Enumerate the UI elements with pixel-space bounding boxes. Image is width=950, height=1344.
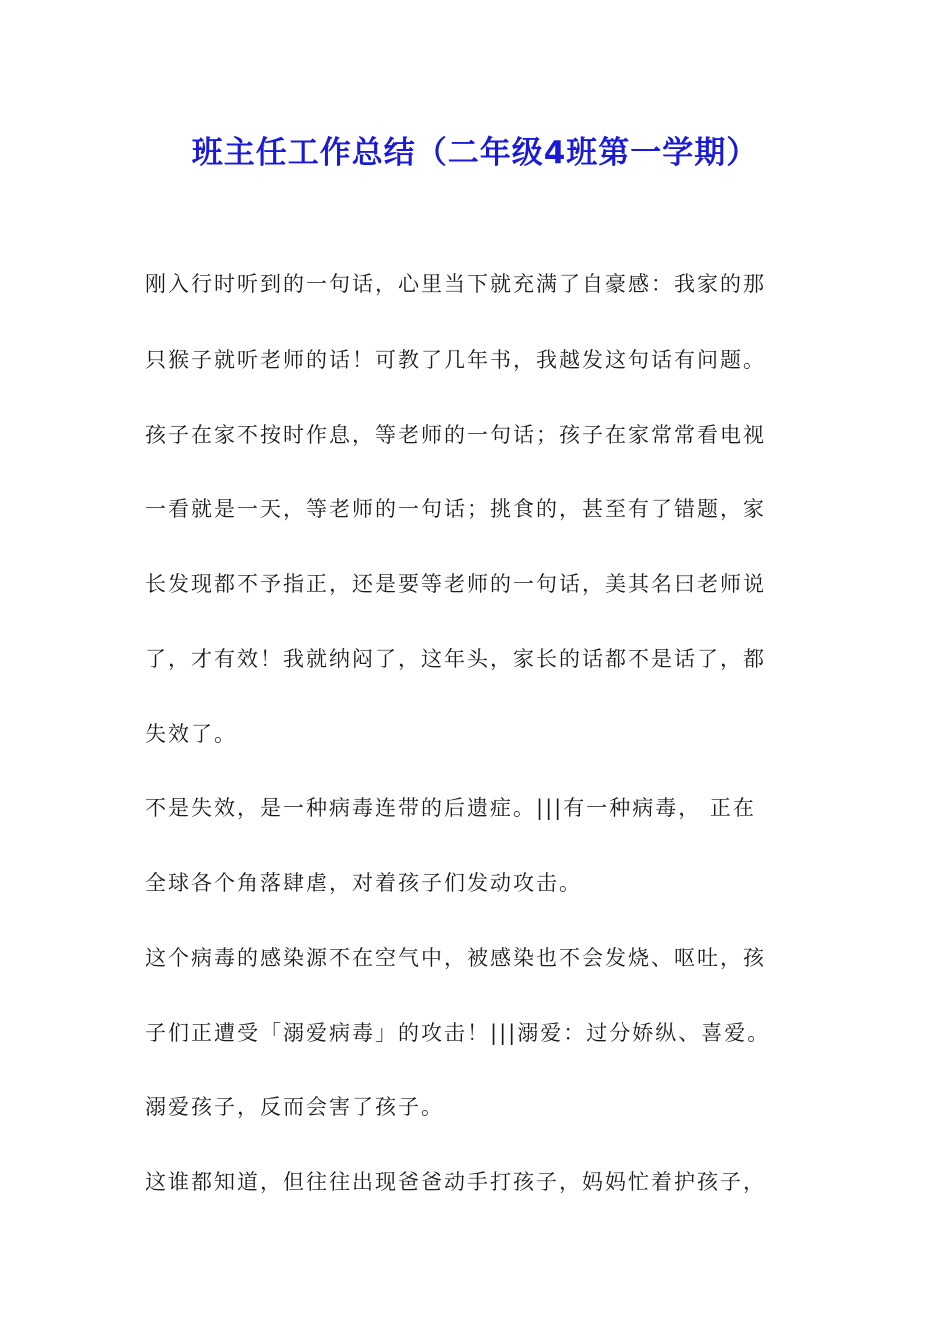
body-line: 全球各个角落肆虐，对着孩子们发动攻击。	[145, 871, 582, 895]
body-line: 只猴子就听老师的话！可教了几年书，我越发这句话有问题。	[145, 348, 766, 372]
body-line: 一看就是一天，等老师的一句话；挑食的，甚至有了错题，家	[145, 497, 766, 521]
body-line: 了，才有效！我就纳闷了，这年头，家长的话都不是话了，都	[145, 647, 766, 671]
body-line: 失效了。	[145, 722, 237, 746]
body-line: 长发现都不予指正，还是要等老师的一句话，美其名曰老师说	[145, 572, 766, 596]
body-line: 孩子在家不按时作息，等老师的一句话；孩子在家常常看电视	[145, 423, 766, 447]
body-line: 子们正遭受「溺爱病毒」的攻击！|||溺爱：过分娇纵、喜爱。	[145, 1021, 771, 1045]
body-line: 刚入行时听到的一句话，心里当下就充满了自豪感：我家的那	[145, 272, 766, 296]
body-line: 溺爱孩子，反而会害了孩子。	[145, 1095, 444, 1119]
body-line: 这谁都知道，但往往出现爸爸动手打孩子，妈妈忙着护孩子，	[145, 1170, 766, 1194]
body-line: 这个病毒的感染源不在空气中，被感染也不会发烧、呕吐，孩	[145, 946, 766, 970]
body-line: 不是失效，是一种病毒连带的后遗症。|||有一种病毒， 正在	[145, 796, 756, 820]
document-title: 班主任工作总结（二年级4班第一学期）	[191, 135, 759, 171]
